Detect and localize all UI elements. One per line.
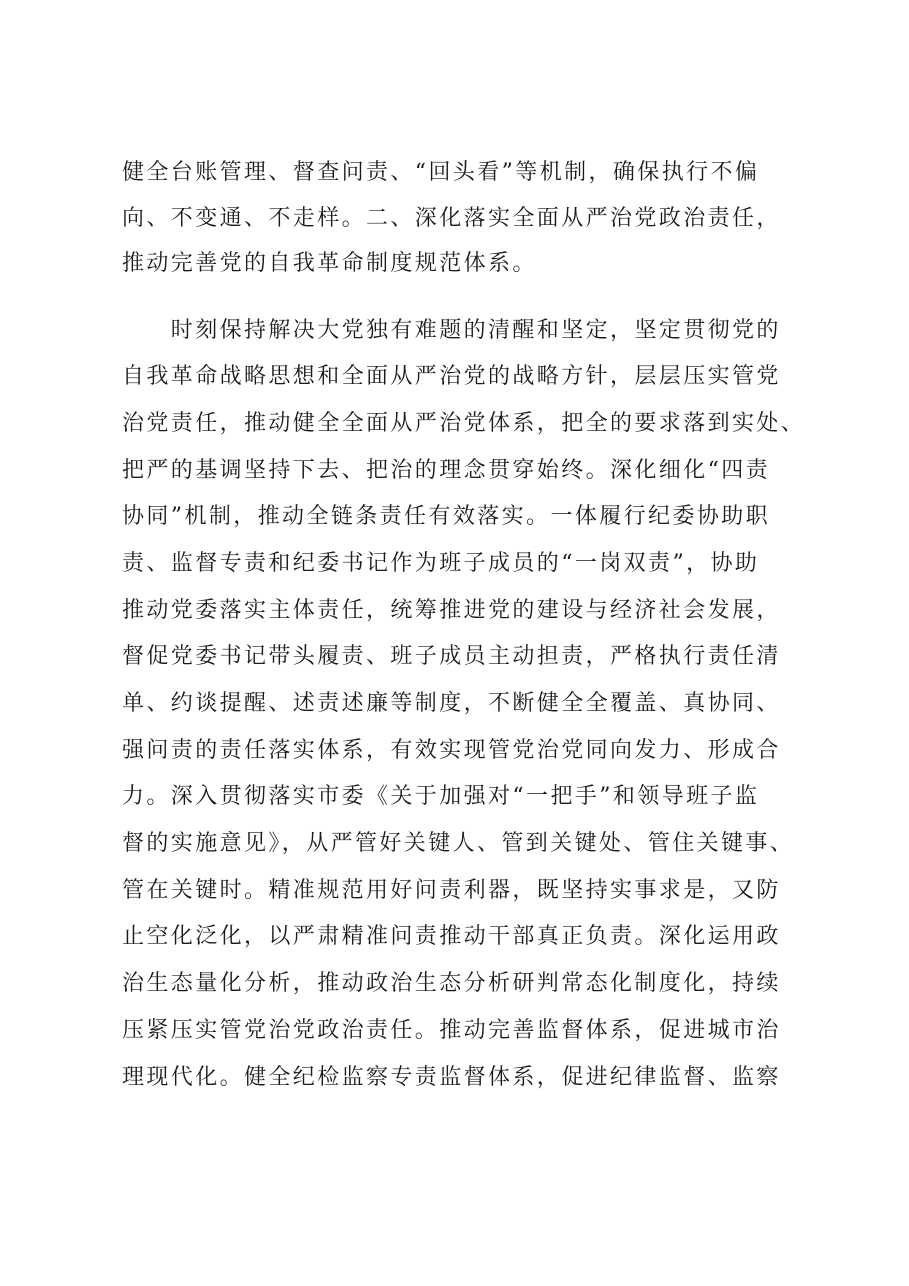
text-line: 督的实施意见》，从严管好关键人、管到关键处、管住关键事、	[122, 831, 795, 856]
text-line: 推动完善党的自我革命制度规范体系。	[122, 251, 537, 276]
paragraph-first-line: 时刻保持解决大党独有难题的清醒和坚定，坚定贯彻党的	[122, 318, 781, 343]
text-line: 把严的基调坚持下去、把治的理念贯穿始终。深化细化“四责	[122, 458, 771, 483]
text-line: 强问责的责任落实体系，有效实现管党治党同向发力、形成合	[122, 738, 781, 763]
text-line: 督促党委书记带头履责、班子成员主动担责，严格执行责任清	[122, 644, 781, 669]
text-line: 力。深入贯彻落实市委《关于加强对“一把手”和领导班子监	[122, 784, 760, 809]
text-line: 推动党委落实主体责任，统筹推进党的建设与经济社会发展，	[122, 598, 781, 623]
text-line: 单、约谈提醒、述责述廉等制度，不断健全全覆盖、真协同、	[122, 691, 781, 716]
text-line: 理现代化。健全纪检监察专责监督体系，促进纪律监督、监察	[122, 1065, 781, 1090]
text-line: 健全台账管理、督查问责、“回头看”等机制，确保执行不偏	[122, 160, 760, 185]
text-line: 自我革命战略思想和全面从严治党的战略方针，层层压实管党	[122, 364, 781, 389]
text-line: 责、监督专责和纪委书记作为班子成员的“一岗双责”，协助	[122, 551, 760, 576]
text-line: 管在关键时。精准规范用好问责利器，既坚持实事求是，又防	[122, 878, 781, 903]
text-line: 协同”机制，推动全链条责任有效落实。一体履行纪委协助职	[122, 504, 771, 529]
text-line: 向、不变通、不走样。二、深化落实全面从严治党政治责任，	[122, 206, 781, 231]
text-line: 止空化泛化，以严肃精准问责推动干部真正负责。深化运用政	[122, 924, 781, 949]
text-line: 压紧压实管党治党政治责任。推动完善监督体系，促进城市治	[122, 1018, 781, 1043]
text-line: 治生态量化分析，推动政治生态分析研判常态化制度化，持续	[122, 971, 781, 996]
text-line: 治党责任，推动健全全面从严治党体系，把全的要求落到实处、	[122, 411, 806, 436]
